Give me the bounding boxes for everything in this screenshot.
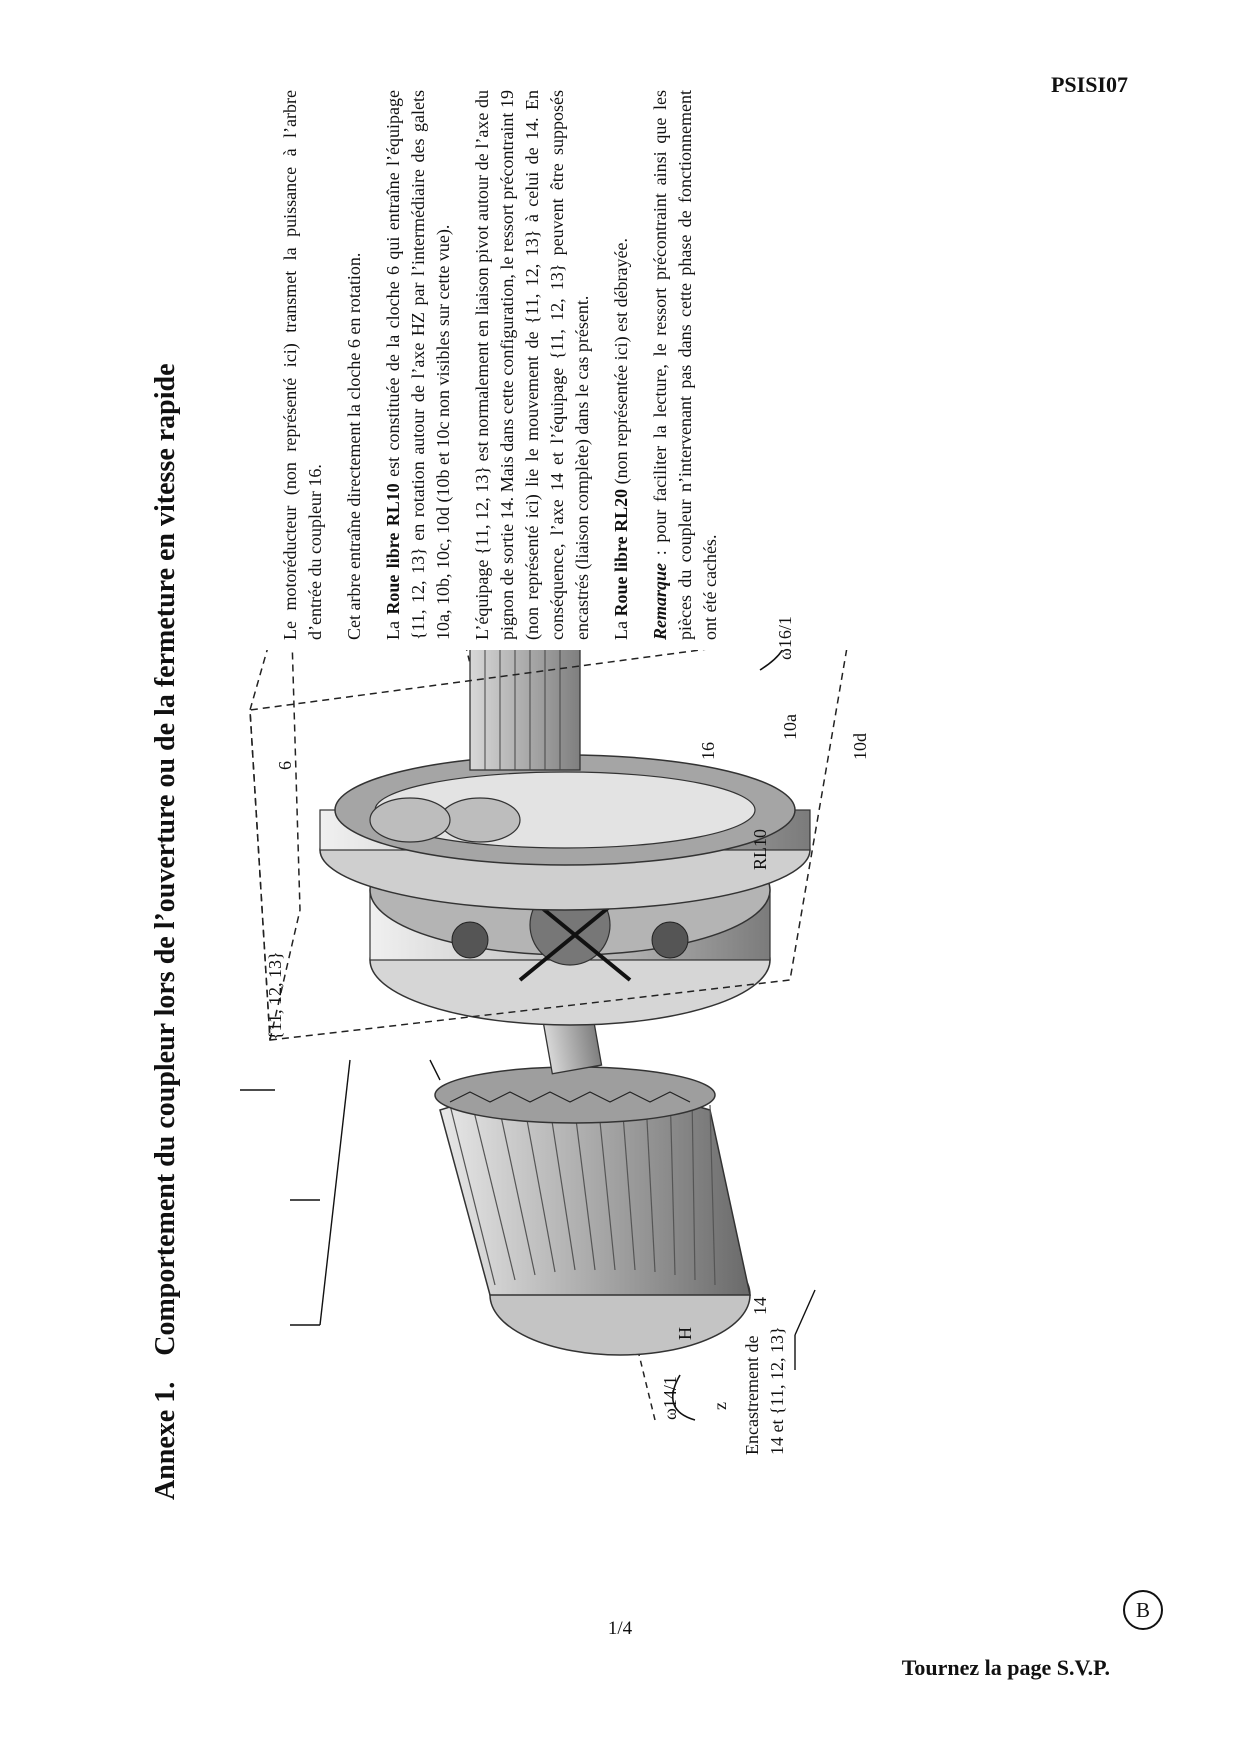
- bevel-gear-14: [435, 1067, 750, 1355]
- label-16: 16: [698, 742, 718, 760]
- label-z: z: [710, 1402, 730, 1410]
- label-equipage: {11, 12, 13}: [265, 951, 285, 1040]
- encastrement-line2: 14 et {11, 12, 13}: [767, 1326, 787, 1455]
- label-10a: 10a: [780, 714, 800, 740]
- para-6-bold: Remarque: [650, 562, 670, 640]
- annex-number: Annexe 1.: [150, 1381, 181, 1500]
- page-number: 1/4: [607, 1618, 633, 1639]
- para-2: Cet arbre entraîne directement la cloche 6 en rotation.: [344, 252, 364, 640]
- body-text: [278, 90, 737, 640]
- rotated-annex: [150, 50, 930, 1500]
- label-h: H: [675, 1327, 695, 1340]
- para-5: [609, 90, 634, 640]
- coupler-figure: [150, 650, 930, 1500]
- label-14: 14: [750, 1297, 770, 1315]
- document-code: PSISI07: [1050, 72, 1128, 97]
- label-omega14: ω14/1: [660, 1376, 680, 1420]
- label-omega16: ω16/1: [775, 616, 795, 660]
- para-5-bold: Roue libre RL20: [611, 488, 631, 617]
- para-1: Le motoréducteur (non représenté ici) transmet la puissance à l’arbre d’entrée du coupleur 16.: [280, 90, 325, 640]
- para-3-post: est constituée de la cloche 6 qui entraîne l’équipage {11, 12, 13} en rotation autour de l’axe HZ par l’intermédiaire des galets 10a, 10b, 10c, 10d (10b et 10c non visibles sur cette vue).: [383, 90, 453, 640]
- label-10d: 10d: [850, 733, 870, 760]
- label-6: 6: [275, 761, 295, 770]
- bell-6: [320, 755, 810, 910]
- badge-b: B: [1123, 1590, 1163, 1630]
- para-6: [648, 90, 723, 640]
- para-5-post: (non représentée ici) est débrayée.: [611, 237, 631, 489]
- encastrement-line1: Encastrement de: [742, 1335, 762, 1455]
- para-4: L’équipage {11, 12, 13} est normalement en liaison pivot autour de l’axe du pignon de sortie 14. Mais dans cette configuration, le ressort précontraint 19 (non représenté ici) lie le mouvement de {11, 12, 13} à celui de 14. En conséquence, l’axe 14 et l’équipage {11, 12, 13} peuvent être supposés encastrés (liaison complète) dans le cas présent.: [472, 90, 592, 640]
- para-5-pre: La: [611, 616, 631, 640]
- para-6-post: : pour faciliter la lecture, le ressort précontraint ainsi que les pièces du coupleur n’intervenant pas dans cette phase de fonctionnement ont été cachés.: [650, 90, 720, 640]
- label-rl10: RL10: [750, 828, 770, 870]
- para-3-pre: La: [383, 614, 403, 640]
- turn-page-note: Tournez la page S.V.P.: [901, 1655, 1110, 1680]
- annex-title-text: Comportement du coupleur lors de l’ouverture ou de la fermeture en vitesse rapide: [150, 363, 181, 1356]
- para-3: [381, 90, 456, 640]
- para-3-bold: Roue libre RL10: [383, 483, 403, 615]
- encastrement-caption: [740, 1326, 790, 1455]
